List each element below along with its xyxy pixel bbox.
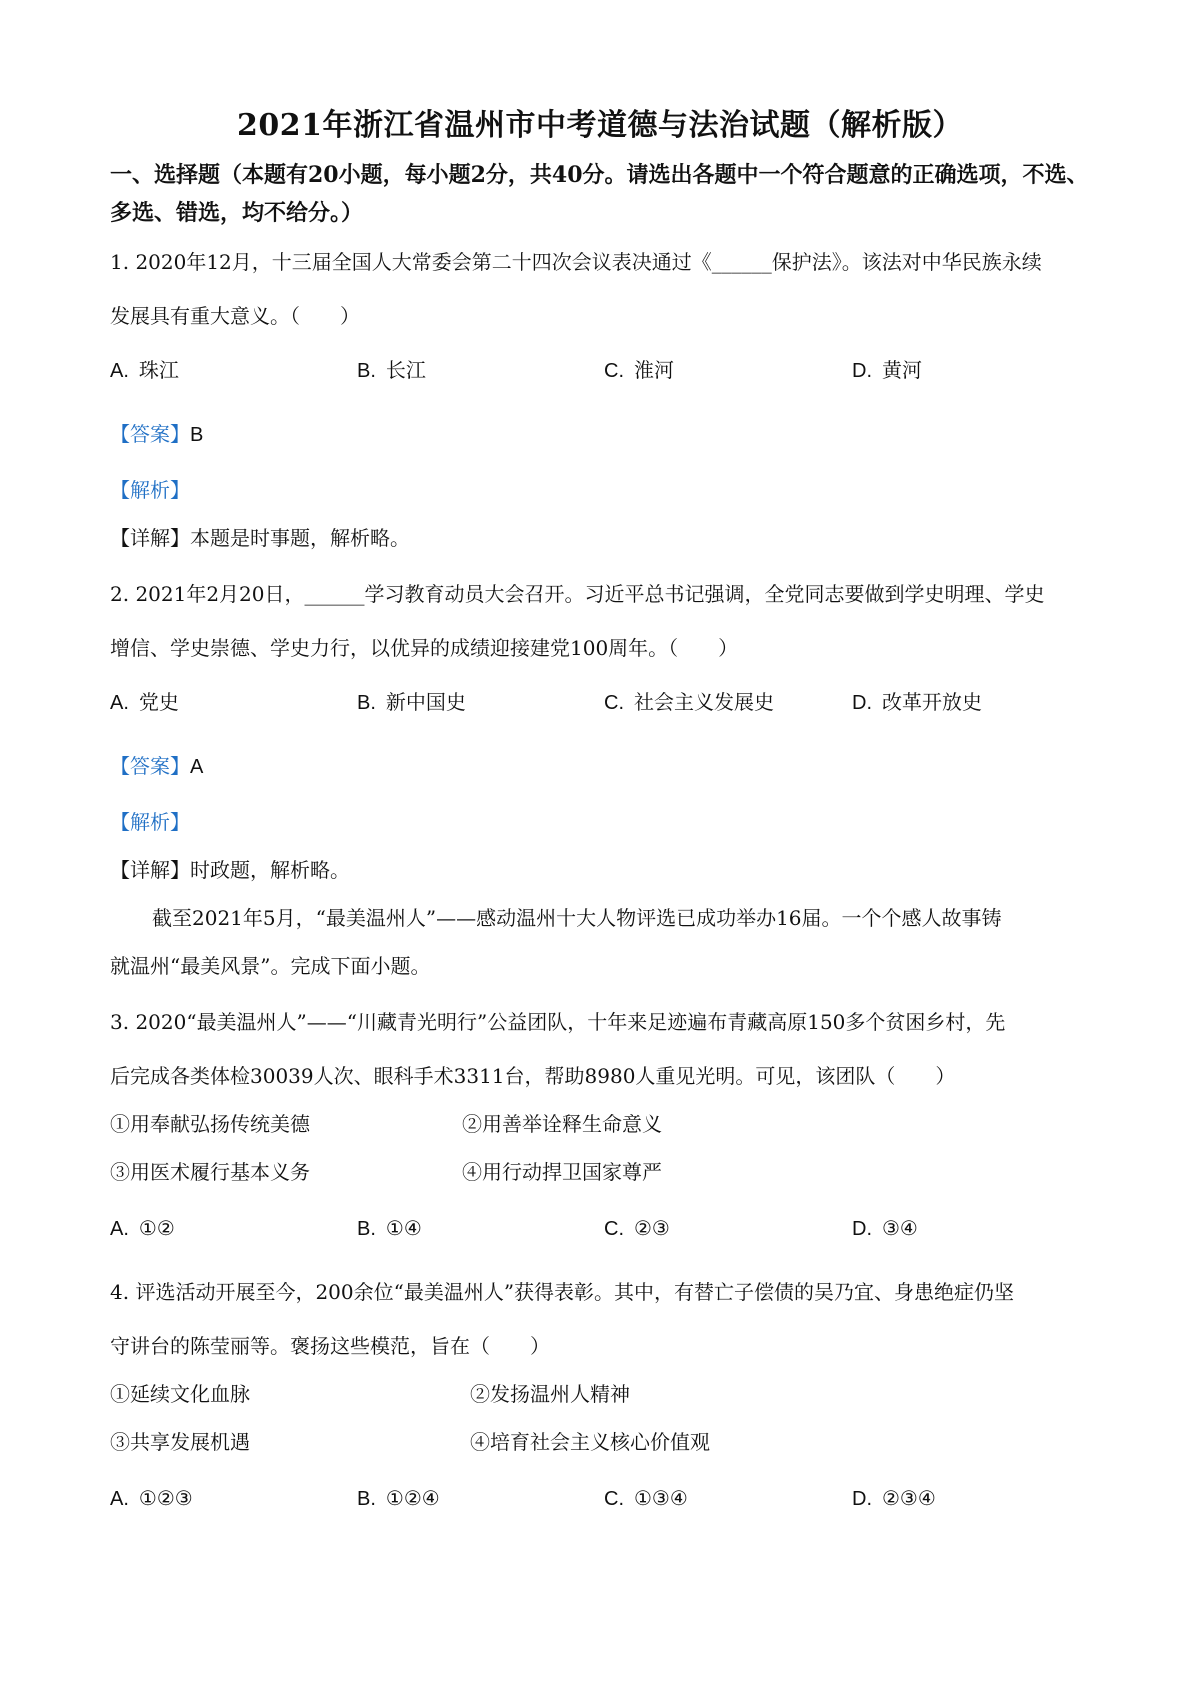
question-3-option-d: D. ③④ — [852, 1216, 918, 1240]
question-3-choice-4: ④用行动捍卫国家尊严 — [462, 1160, 662, 1184]
question-4-choice-1: ①延续文化血脉 — [110, 1382, 250, 1406]
question-4-option-c: C. ①③④ — [604, 1486, 688, 1510]
question-3-option-a: A. ①② — [110, 1216, 175, 1240]
question-1-detail: 【详解】本题是时事题，解析略。 — [110, 526, 410, 550]
question-4-option-d: D. ②③④ — [852, 1486, 936, 1510]
question-3-option-c: C. ②③ — [604, 1216, 670, 1240]
question-1-option-c: C. 淮河 — [604, 358, 674, 382]
question-3-choice-3: ③用医术履行基本义务 — [110, 1160, 310, 1184]
question-3-choice-2: ②用善举诠释生命意义 — [462, 1112, 662, 1136]
question-2-line-2: 增信、学史崇德、学史力行，以优异的成绩迎接建党100周年。（ ） — [110, 636, 739, 660]
question-3-line-2: 后完成各类体检30039人次、眼科手术3311台，帮助8980人重见光明。可见，该团队（ ） — [110, 1064, 956, 1088]
question-2-detail: 【详解】时政题，解析略。 — [110, 858, 350, 882]
question-4-line-2: 守讲台的陈莹丽等。褒扬这些模范，旨在（ ） — [110, 1334, 550, 1358]
question-2-line-1: 2. 2021年2月20日，______学习教育动员大会召开。习近平总书记强调，全党同志要做到学史明理、学史 — [110, 582, 1045, 606]
material-line-1: 截至2021年5月，“最美温州人”——感动温州十大人物评选已成功举办16届。一个个感人故事铸 — [152, 906, 1002, 930]
page-title: 2021年浙江省温州市中考道德与法治试题（解析版） — [237, 108, 963, 143]
question-1-line-1: 1. 2020年12月，十三届全国人大常委会第二十四次会议表决通过《______保护法》。该法对中华民族永续 — [110, 250, 1042, 274]
question-2-answer: 【答案】A — [110, 754, 204, 778]
question-1-option-a: A. 珠江 — [110, 358, 179, 382]
question-1-option-d: D. 黄河 — [852, 358, 922, 382]
question-4-choice-4: ④培育社会主义核心价值观 — [470, 1430, 710, 1454]
question-4-option-a: A. ①②③ — [110, 1486, 193, 1510]
question-1-answer: 【答案】B — [110, 422, 204, 446]
question-2-option-a: A. 党史 — [110, 690, 179, 714]
question-3-option-b: B. ①④ — [357, 1216, 422, 1240]
question-1-line-2: 发展具有重大意义。（ ） — [110, 304, 360, 328]
question-4-line-1: 4. 评选活动开展至今，200余位“最美温州人”获得表彰。其中，有替亡子偿债的吴乃宜、身患绝症仍坚 — [110, 1280, 1015, 1304]
question-2-analysis-label: 【解析】 — [110, 810, 190, 834]
question-2-option-b: B. 新中国史 — [357, 690, 466, 714]
question-2-option-d: D. 改革开放史 — [852, 690, 982, 714]
question-4-choice-3: ③共享发展机遇 — [110, 1430, 250, 1454]
question-4-option-b: B. ①②④ — [357, 1486, 440, 1510]
material-line-2: 就温州“最美风景”。完成下面小题。 — [110, 954, 431, 978]
question-4-choice-2: ②发扬温州人精神 — [470, 1382, 630, 1406]
question-1-option-b: B. 长江 — [357, 358, 426, 382]
question-1-analysis-label: 【解析】 — [110, 478, 190, 502]
question-3-choice-1: ①用奉献弘扬传统美德 — [110, 1112, 310, 1136]
question-2-option-c: C. 社会主义发展史 — [604, 690, 774, 714]
question-3-line-1: 3. 2020“最美温州人”——“川藏青光明行”公益团队，十年来足迹遍布青藏高原150多个贫困乡村，先 — [110, 1010, 1006, 1034]
section-heading: 一、选择题（本题有20小题，每小题2分，共40分。请选出各题中一个符合题意的正确选项，不选、多选、错选，均不给分。） — [110, 162, 1089, 226]
